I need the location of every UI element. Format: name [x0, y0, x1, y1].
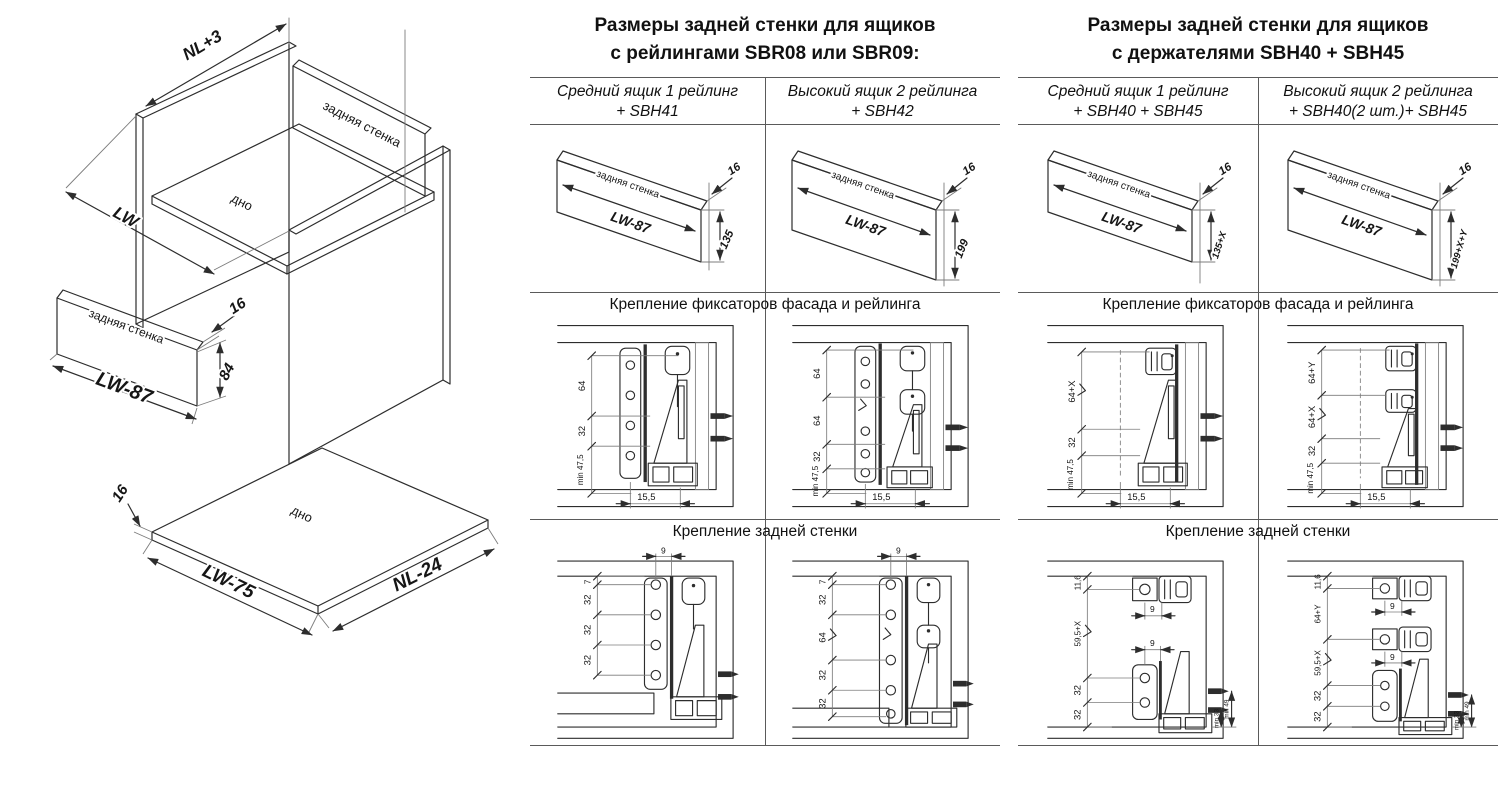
cell — [530, 546, 765, 744]
width-dim: LW-87 — [843, 211, 888, 240]
screws — [710, 413, 733, 441]
dim-label: 9 — [1390, 601, 1395, 612]
dim-label: 32 — [816, 698, 828, 709]
dim-label: 32 — [816, 669, 828, 681]
rear-strip — [1373, 670, 1398, 721]
fixation-diagram-medium — [537, 318, 759, 516]
rail — [855, 346, 876, 482]
caption-rear-wall: Крепление задней стенки — [1165, 523, 1351, 540]
assembled-dims — [66, 24, 289, 274]
fixation-diagram-high — [1267, 318, 1489, 516]
dim-label: 32 — [1071, 709, 1083, 721]
cell — [530, 128, 765, 292]
caption-fixators: Крепление фиксаторов фасада и рейлинга — [1102, 296, 1414, 313]
screws — [1441, 425, 1464, 451]
holder — [1133, 576, 1191, 602]
section-sbr08-sbr09 — [530, 0, 1000, 788]
dim-label: 64+X — [1066, 380, 1078, 403]
cell — [1258, 546, 1498, 744]
height-dim: 135 — [717, 228, 737, 251]
facade-fixator — [682, 578, 705, 629]
rear-row — [1018, 546, 1498, 744]
dim-label: min 49 — [1463, 701, 1471, 721]
depth-dim-label: NL+3 — [179, 26, 226, 65]
header-line1: Средний ящик 1 рейлинг — [557, 83, 738, 100]
bottom-part-dims — [109, 481, 498, 635]
hole-dim-top — [1372, 601, 1415, 616]
thickness-arrow — [712, 178, 732, 194]
dim-label: 32 — [581, 654, 593, 666]
screws — [1201, 413, 1224, 441]
col-header-medium — [1018, 82, 1258, 122]
thickness-arrow — [1443, 178, 1463, 194]
left-dims — [811, 346, 913, 497]
dim-label: 64+Y — [1313, 604, 1323, 624]
dim-label: 59,5+X — [1313, 650, 1323, 676]
header-line1: Высокий ящик 2 рейлинга — [787, 83, 978, 100]
rail-bar — [670, 576, 673, 699]
facade-fixator — [917, 578, 940, 663]
dim-label: min 47,5 — [810, 465, 820, 497]
dim-label: 11,6 — [1313, 574, 1323, 590]
dim-label: 11,6 — [1073, 575, 1083, 591]
dim-label: 64 — [816, 632, 828, 643]
drawer-exploded-drawing — [0, 0, 520, 788]
back-panel-drawing-medium — [1021, 128, 1256, 292]
dim-label: min 47,5 — [575, 454, 585, 486]
panel-outline — [792, 151, 961, 286]
width-dim: LW-87 — [1099, 208, 1144, 237]
left-dims — [576, 352, 678, 497]
left-dims — [1306, 346, 1389, 497]
hole-dim-mid — [1132, 638, 1174, 665]
title-line2: с держателями SBH40 + SBH45 — [1111, 43, 1405, 64]
cell — [765, 546, 1000, 744]
dim-label: 32 — [1311, 711, 1323, 722]
dim-label: 32 — [575, 425, 587, 437]
title-line2: с рейлингами SBR08 или SBR09: — [610, 43, 920, 64]
header-line1: Высокий ящик 2 рейлинга — [1283, 83, 1473, 100]
top-dim — [642, 546, 684, 579]
part-label: задняя стенка — [1085, 168, 1152, 201]
screws — [945, 425, 968, 451]
dim-label: min 49 — [1223, 699, 1231, 719]
header-line2: + SBH40 + SBH45 — [1073, 103, 1203, 120]
hole-dim-top — [1132, 603, 1175, 620]
assembled-bottom-label: дно — [228, 190, 256, 214]
caption-fixators: Крепление фиксаторов фасада и рейлинга — [609, 296, 921, 313]
dim-label: 15,5 — [1127, 490, 1146, 502]
col-header-high — [765, 82, 1000, 122]
panel-row — [530, 128, 1000, 292]
title-line1: Размеры задней стенки для ящиков — [1087, 15, 1429, 36]
dim-label: 59,5+X — [1073, 620, 1083, 647]
dim-label: min 33 — [1453, 710, 1461, 731]
cell — [1258, 128, 1498, 292]
screws — [953, 681, 974, 707]
dim-label: 64+X — [1306, 405, 1318, 429]
thickness-dim: 16 — [1216, 160, 1234, 179]
bracket — [1159, 652, 1212, 733]
drawer-bottom — [557, 693, 653, 714]
cabinet-profile — [557, 561, 732, 738]
thickness-dim: 16 — [725, 160, 744, 179]
drawer-bottom — [792, 708, 888, 727]
width-dim: LW-87 — [608, 208, 653, 237]
back-panel-drawing-medium — [530, 128, 765, 292]
column-headers — [530, 82, 1000, 122]
rear-row — [530, 546, 1000, 744]
cell — [1018, 546, 1258, 744]
bracket — [1399, 659, 1452, 734]
part-label: задняя стенка — [1325, 169, 1392, 202]
rear-rail — [879, 578, 902, 723]
bracket — [1138, 380, 1187, 486]
header-line2: + SBH42 — [851, 103, 914, 120]
hole-dim-mid — [1372, 652, 1415, 667]
title-line1: Размеры задней стенки для ящиков — [594, 15, 936, 36]
bottom-part — [152, 448, 488, 614]
panel-outline — [1288, 151, 1457, 286]
rule — [1018, 745, 1498, 746]
top-dim — [877, 546, 919, 579]
cell — [1018, 128, 1258, 292]
dim-label: 32 — [581, 594, 593, 605]
dim-label: 9 — [1390, 652, 1395, 663]
height-dim: 135+X — [1209, 230, 1229, 261]
rear-mount-diagram-high — [1267, 546, 1489, 744]
bottom-depth-dim: NL-24 — [389, 553, 446, 597]
left-dims — [1066, 348, 1149, 497]
cell — [530, 318, 765, 516]
fixation-diagram-medium — [1027, 318, 1249, 516]
dim-label: 7 — [582, 579, 593, 585]
height-dim: 199+X+Y — [1448, 228, 1470, 270]
dim-label: 7 — [817, 579, 828, 585]
rail — [620, 348, 641, 478]
dim-label: 9 — [660, 545, 666, 556]
dim-label: 15,5 — [871, 490, 891, 502]
rear-mount-diagram-high — [772, 546, 994, 744]
rear-mount-diagram-medium — [537, 546, 759, 744]
rail-bar — [905, 576, 908, 725]
thickness-dim: 16 — [960, 160, 979, 179]
dim-label: 64+Y — [1306, 361, 1318, 384]
dim-label: min 47,5 — [1306, 462, 1316, 494]
rear-rail — [644, 578, 667, 689]
dim-label: 32 — [581, 624, 593, 636]
rail-bar — [643, 344, 646, 482]
thickness-dim: 16 — [1456, 160, 1474, 179]
dim-label: 32 — [1306, 445, 1318, 457]
thickness-arrow — [947, 178, 967, 194]
height-dim: 199 — [953, 237, 972, 261]
dim-label: min 47,5 — [1066, 459, 1076, 490]
left-dims — [581, 572, 650, 679]
rear-mount-diagram-medium — [1027, 546, 1249, 744]
dim-label: 32 — [1066, 437, 1078, 448]
header-line1: Средний ящик 1 рейлинг — [1047, 83, 1229, 100]
dim-label: 32 — [816, 594, 828, 605]
fixation-diagram-high — [772, 318, 994, 516]
caption-rear-wall: Крепление задней стенки — [672, 523, 858, 540]
fixation-row — [530, 318, 1000, 516]
rail-bar — [1399, 669, 1402, 722]
right-dims — [1452, 695, 1477, 730]
holder — [1146, 348, 1176, 374]
cell — [765, 318, 1000, 516]
holder — [1386, 346, 1416, 412]
cell — [1258, 318, 1498, 516]
assembled-back-wall-label: задняя стенка — [320, 97, 404, 151]
left-dims — [1072, 572, 1140, 730]
bracket — [671, 625, 722, 719]
bracket — [648, 380, 697, 486]
bracket — [887, 405, 932, 488]
panel-outline — [557, 151, 726, 270]
col-header-high — [1258, 82, 1498, 122]
rear-strip — [1133, 665, 1158, 720]
left-dims — [1312, 572, 1380, 730]
dim-label: min 33 — [1213, 708, 1221, 729]
cell — [765, 128, 1000, 292]
section-title — [530, 12, 1000, 68]
bottom-part-label: дно — [288, 502, 316, 526]
section-title — [1018, 12, 1498, 68]
bottom-thickness-dim: 16 — [108, 481, 132, 506]
width-dim-label: LW — [109, 202, 142, 232]
bottom-width-dim: LW-75 — [198, 560, 258, 604]
cell — [1018, 318, 1258, 516]
back-wall-thickness-dim: 16 — [225, 294, 250, 318]
back-wall-width-dim: LW-87 — [92, 367, 156, 409]
dim-label: 32 — [1311, 690, 1323, 702]
facade-fixator — [900, 346, 925, 431]
back-wall-part-dims — [50, 294, 250, 424]
dim-label: 64 — [810, 368, 822, 379]
col-header-medium — [530, 82, 765, 122]
back-wall-part-label: задняя стенка — [86, 305, 166, 347]
thickness-arrow — [1203, 178, 1223, 194]
header-line2: + SBH41 — [616, 103, 679, 120]
back-panel-drawing-high — [1261, 128, 1496, 292]
rail-bar — [878, 343, 881, 484]
left-dims — [816, 572, 885, 720]
back-wall-height-dim: 84 — [215, 360, 239, 384]
dim-label: 9 — [1150, 637, 1155, 648]
back-panel-drawing-high — [765, 128, 1000, 292]
dim-label: 9 — [895, 545, 901, 556]
right-dims — [1212, 691, 1237, 728]
panel-row — [1018, 128, 1498, 292]
dim-label: 32 — [810, 451, 822, 462]
bracket — [906, 644, 957, 727]
column-headers — [1018, 82, 1498, 122]
dim-label: 9 — [1150, 604, 1155, 615]
dim-label: 64 — [810, 415, 822, 427]
dim-label: 15,5 — [1367, 490, 1386, 502]
rule — [530, 745, 1000, 746]
rail-bar — [1159, 661, 1162, 719]
part-label: задняя стенка — [829, 169, 896, 202]
fixation-row — [1018, 318, 1498, 516]
dim-label: 32 — [1071, 685, 1083, 696]
screws — [718, 671, 739, 699]
header-line2: + SBH40(2 шт.)+ SBH45 — [1288, 103, 1468, 120]
dim-label: 64 — [575, 380, 587, 392]
width-dim: LW-87 — [1339, 211, 1384, 240]
bracket — [1382, 409, 1427, 488]
part-label: задняя стенка — [594, 168, 661, 201]
section-sbh40-sbh45 — [1018, 0, 1498, 788]
dim-label: 15,5 — [636, 490, 656, 502]
